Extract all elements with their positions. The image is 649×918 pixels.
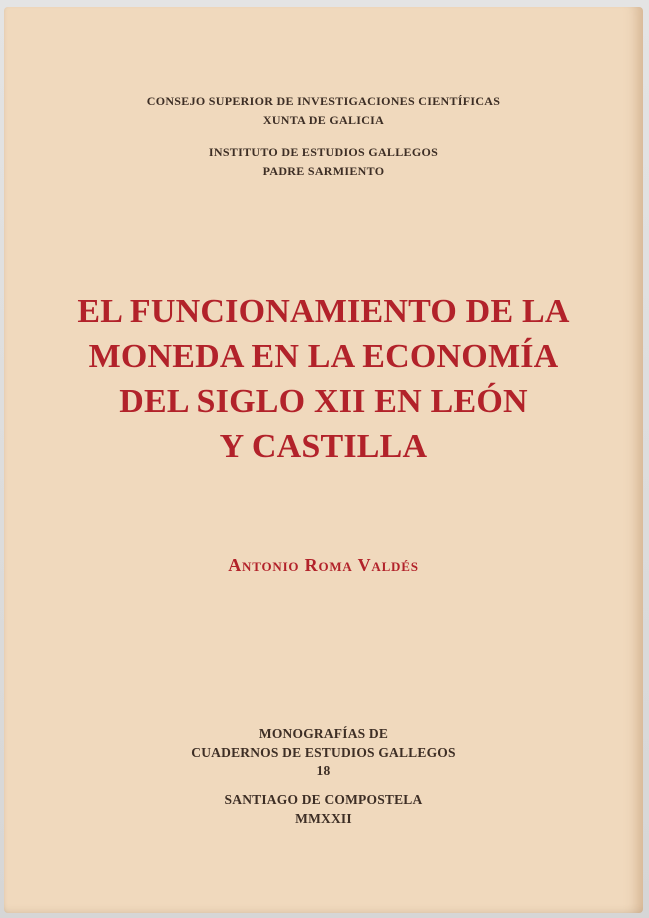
book-title-line: DEL SIGLO XII EN LEÓN [119, 383, 528, 420]
imprint-city: SANTIAGO DE COMPOSTELA [224, 792, 423, 807]
publisher-block [4, 92, 643, 130]
book-title-line: Y CASTILLA [219, 428, 428, 465]
series-block [4, 725, 643, 781]
book-title-line: MONEDA EN LA ECONOMÍA [88, 338, 559, 375]
publisher-line: CONSEJO SUPERIOR DE INVESTIGACIONES CIENTÍFICAS [146, 94, 501, 108]
series-number: 18 [316, 763, 331, 778]
imprint-year: MMXXII [295, 810, 352, 826]
institute-line: INSTITUTO DE ESTUDIOS GALLEGOS [208, 145, 439, 159]
institute-block [4, 143, 643, 181]
series-line: CUADERNOS DE ESTUDIOS GALLEGOS [191, 744, 456, 760]
book-title [4, 289, 643, 469]
series-line: MONOGRAFÍAS DE [258, 726, 389, 741]
publisher-line: XUNTA DE GALICIA [262, 113, 385, 127]
book-title-line: EL FUNCIONAMIENTO DE LA [77, 293, 570, 330]
imprint-block [4, 791, 643, 828]
author-name: Antonio Roma Valdés [228, 555, 419, 575]
institute-line: PADRE SARMIENTO [262, 164, 385, 178]
book-cover-page [4, 7, 643, 913]
